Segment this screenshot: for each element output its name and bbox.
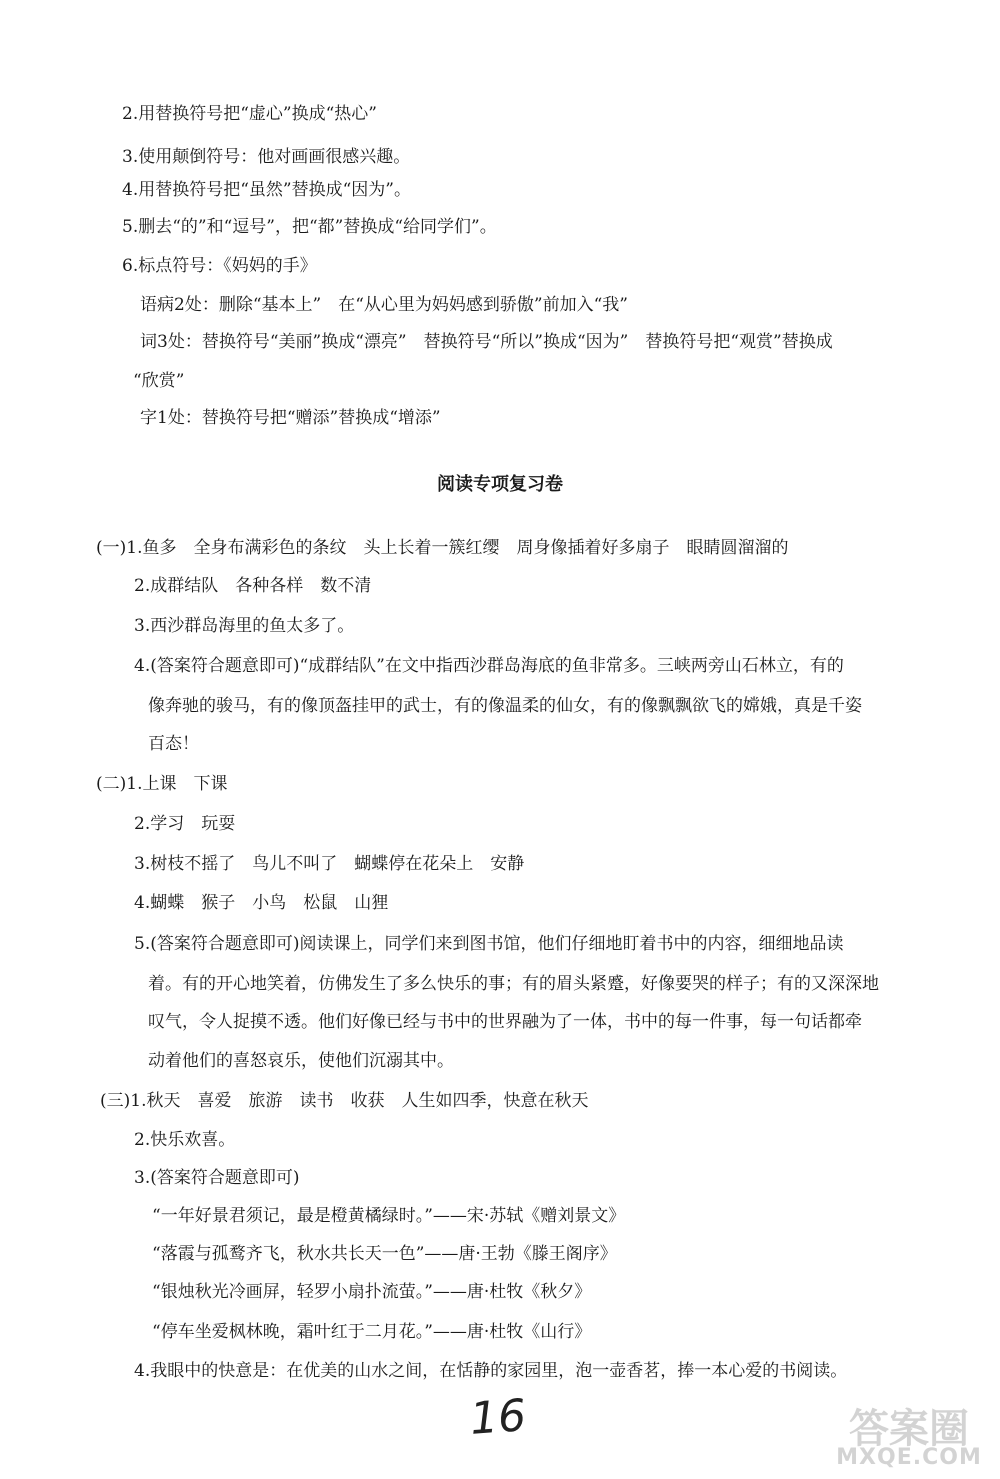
- text-line: 着。有的开心地笑着，仿佛发生了多么快乐的事；有的眉头紧蹙，好像要哭的样子；有的又深深地: [148, 974, 879, 994]
- text-line: 4.蝴蝶 猴子 小鸟 松鼠 山狸: [134, 893, 389, 913]
- text-line: 2.学习 玩耍: [134, 814, 236, 834]
- text-line: 字1处：替换符号把“赠添”替换成“增添”: [140, 408, 441, 428]
- text-line: 动着他们的喜怒哀乐，使他们沉溺其中。: [148, 1051, 454, 1071]
- text-line: 6.标点符号：《妈妈的手》: [122, 256, 317, 276]
- text-line: 4.(答案符合题意即可)“成群结队”在文中指西沙群岛海底的鱼非常多。三峡两旁山石林立，有的: [134, 656, 844, 676]
- text-line: 2.成群结队 各种各样 数不清: [134, 576, 372, 596]
- watermark-text: 答案圈: [849, 1406, 969, 1452]
- text-line: 5.删去“的”和“逗号”，把“都”替换成“给同学们”。: [122, 217, 497, 237]
- text-line: 3.树枝不摇了 鸟儿不叫了 蝴蝶停在花朵上 安静: [134, 854, 525, 874]
- text-line: (二)1.上课 下课: [96, 774, 228, 794]
- text-line: “落霞与孤鹜齐飞，秋水共长天一色”——唐·王勃《滕王阁序》: [152, 1244, 617, 1264]
- text-line: 3.西沙群岛海里的鱼太多了。: [134, 616, 355, 636]
- watermark-domain: MXQE.COM: [836, 1445, 982, 1470]
- text-line: 百态！: [148, 734, 199, 754]
- page-number: 16: [468, 1390, 528, 1445]
- text-line: 4.用替换符号把“虽然”替换成“因为”。: [122, 180, 411, 200]
- text-line: 语病2处：删除“基本上” 在“从心里为妈妈感到骄傲”前加入“我”: [140, 295, 628, 315]
- text-line: “欣赏”: [133, 371, 185, 391]
- text-line: 叹气，令人捉摸不透。他们好像已经与书中的世界融为了一体，书中的每一件事，每一句话都牵: [148, 1012, 862, 1032]
- text-line: 2.快乐欢喜。: [134, 1130, 236, 1150]
- watermark-logo: [824, 1395, 994, 1475]
- text-line: “停车坐爱枫林晚，霜叶红于二月花。”——唐·杜牧《山行》: [152, 1322, 592, 1342]
- text-line: (三)1.秋天 喜爱 旅游 读书 收获 人生如四季，快意在秋天: [100, 1091, 589, 1111]
- text-line: 像奔驰的骏马，有的像顶盔挂甲的武士，有的像温柔的仙女，有的像飘飘欲飞的嫦娥，真是千姿: [148, 696, 862, 716]
- text-line: 3.使用颠倒符号：他对画画很感兴趣。: [122, 147, 411, 167]
- text-line: 5.(答案符合题意即可)阅读课上，同学们来到图书馆，他们仔细地盯着书中的内容，细细地品读: [134, 934, 844, 954]
- text-line: “一年好景君须记，最是橙黄橘绿时。”——宋·苏轼《赠刘景文》: [152, 1206, 626, 1226]
- text-line: 2.用替换符号把“虚心”换成“热心”: [122, 104, 377, 124]
- section-title: 阅读专项复习卷: [437, 474, 563, 495]
- text-line: 4.我眼中的快意是：在优美的山水之间，在恬静的家园里，泡一壶香茗，捧一本心爱的书阅读。: [134, 1361, 848, 1381]
- text-line: “银烛秋光冷画屏，轻罗小扇扑流萤。”——唐·杜牧《秋夕》: [152, 1282, 592, 1302]
- text-line: 3.(答案符合题意即可): [134, 1168, 300, 1188]
- text-line: 词3处：替换符号“美丽”换成“漂亮” 替换符号“所以”换成“因为” 替换符号把“观赏”替换成: [140, 332, 833, 352]
- text-line: (一)1.鱼多 全身布满彩色的条纹 头上长着一簇红缨 周身像插着好多扇子 眼睛圆溜溜的: [96, 538, 789, 558]
